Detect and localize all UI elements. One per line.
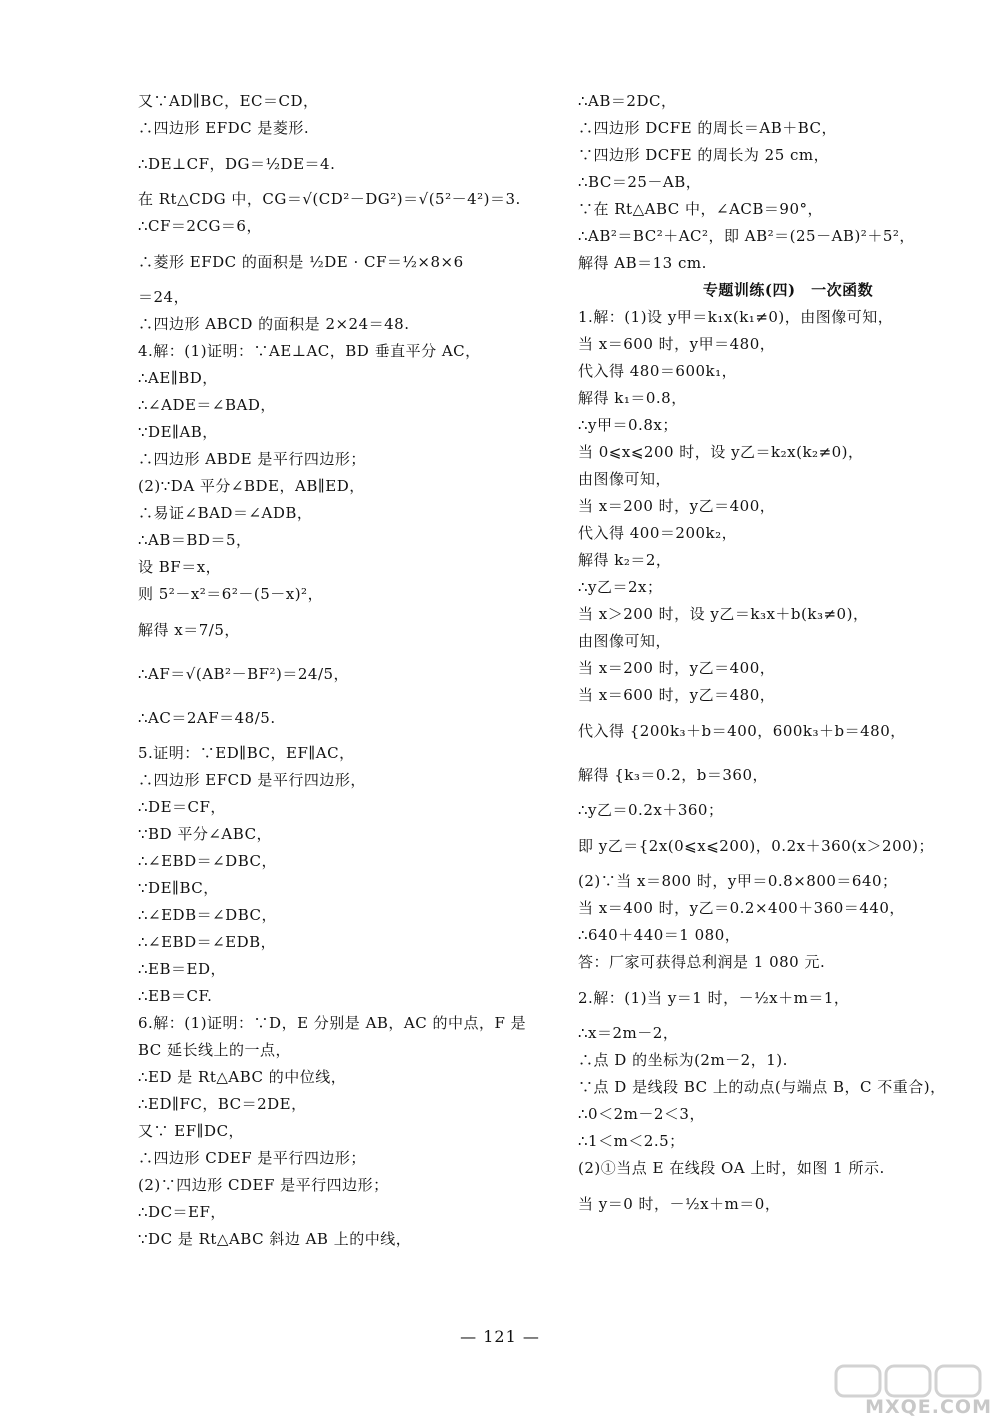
page-number: — 121 — — [460, 1327, 540, 1346]
left-line-4: 在 Rt△CDG 中，CG＝√(CD²－DG²)＝√(5²－4²)＝3. — [138, 190, 521, 208]
right-line-21: 由图像可知， — [578, 632, 672, 650]
right-line-3: ∵四边形 DCFE 的周长为 25 cm， — [578, 146, 830, 164]
left-line-26: ∴∠EBD＝∠DBC， — [138, 852, 277, 870]
right-line-31: 答：厂家可获得总利润是 1 080 元. — [578, 953, 826, 971]
right-line-11: 代入得 480＝600k₁， — [578, 362, 738, 380]
left-line-2: ∴四边形 EFDC 是菱形. — [138, 119, 310, 137]
right-line-6: ∴AB²＝BC²＋AC²，即 AB²＝(25－AB)²＋5²， — [578, 227, 915, 245]
left-column — [138, 88, 548, 1253]
left-line-24: ∴DE＝CF， — [138, 798, 226, 816]
left-line-16: ∴AB＝BD＝5， — [138, 531, 252, 549]
left-line-20: ∴AF＝√(AB²－BF²)＝24/5， — [138, 665, 350, 683]
left-line-33: BC 延长线上的一点， — [138, 1041, 292, 1059]
left-line-27: ∵DE∥BC， — [138, 879, 219, 897]
right-line-13: ∴y甲＝0.8x； — [578, 416, 678, 434]
left-line-32: 6.解：(1)证明：∵D，E 分别是 AB，AC 的中点，F 是 — [138, 1014, 527, 1032]
right-line-22: 当 x＝200 时，y乙＝400， — [578, 659, 776, 677]
right-line-10: 当 x＝600 时，y甲＝480， — [578, 335, 776, 353]
right-line-14: 当 0⩽x⩽200 时，设 y乙＝k₂x(k₂≠0)， — [578, 443, 864, 461]
left-line-30: ∴EB＝ED， — [138, 960, 226, 978]
watermark-text: MXQE.COM — [865, 1396, 992, 1418]
left-line-18: 则 5²－x²＝6²－(5－x)²， — [138, 585, 324, 603]
right-line-32: 2.解：(1)当 y＝1 时，－½x＋m＝1， — [578, 989, 850, 1007]
left-line-5: ∴CF＝2CG＝6， — [138, 217, 262, 235]
right-line-27: 即 y乙＝{2x(0⩽x⩽200)，0.2x＋360(x＞200)； — [578, 837, 935, 855]
right-line-39: 当 y＝0 时，－½x＋m＝0， — [578, 1195, 781, 1213]
left-line-38: (2)∵四边形 CDEF 是平行四边形； — [138, 1176, 389, 1194]
left-line-11: ∴∠ADE＝∠BAD， — [138, 396, 276, 414]
left-line-9: 4.解：(1)证明：∵AE⊥AC，BD 垂直平分 AC， — [138, 342, 481, 360]
right-line-1: ∴AB＝2DC， — [578, 92, 677, 110]
left-line-39: ∴DC＝EF， — [138, 1203, 226, 1221]
watermark-logo — [828, 1362, 998, 1420]
right-line-23: 当 x＝600 时，y乙＝480， — [578, 686, 776, 704]
right-line-15: 由图像可知， — [578, 470, 672, 488]
left-line-13: ∴四边形 ABDE 是平行四边形； — [138, 450, 366, 468]
right-line-2: ∴四边形 DCFE 的周长＝AB＋BC， — [578, 119, 838, 137]
left-line-3: ∴DE⊥CF，DG＝½DE＝4. — [138, 155, 336, 173]
right-line-16: 当 x＝200 时，y乙＝400， — [578, 497, 776, 515]
left-line-14: (2)∵DA 平分∠BDE，AB∥ED， — [138, 477, 365, 495]
right-line-24: 代入得 {200k₃＋b＝400，600k₃＋b＝480， — [578, 722, 906, 740]
right-line-26: ∴y乙＝0.2x＋360； — [578, 801, 724, 819]
left-line-1: 又∵AD∥BC，EC＝CD， — [138, 92, 319, 110]
right-line-38: (2)①当点 E 在线段 OA 上时，如图 1 所示. — [578, 1159, 885, 1177]
left-line-19: 解得 x＝7/5， — [138, 621, 240, 639]
left-line-25: ∵BD 平分∠ABC， — [138, 825, 273, 843]
left-line-28: ∴∠EDB＝∠DBC， — [138, 906, 277, 924]
right-line-4: ∴BC＝25－AB， — [578, 173, 702, 191]
right-line-18: 解得 k₂＝2， — [578, 551, 672, 569]
right-line-17: 代入得 400＝200k₂， — [578, 524, 738, 542]
left-line-21: ∴AC＝2AF＝48/5. — [138, 709, 276, 727]
right-line-9: 1.解：(1)设 y甲＝k₁x(k₁≠0)，由图像可知， — [578, 308, 894, 326]
left-line-12: ∵DE∥AB， — [138, 423, 218, 441]
left-line-35: ∴ED∥FC，BC＝2DE， — [138, 1095, 307, 1113]
right-line-25: 解得 {k₃＝0.2，b＝360， — [578, 766, 769, 784]
right-line-37: ∴1＜m＜2.5； — [578, 1132, 685, 1150]
left-line-17: 设 BF＝x， — [138, 558, 222, 576]
left-line-6: ∴菱形 EFDC 的面积是 ½DE · CF＝½×8×6 — [138, 253, 464, 271]
left-line-22: 5.证明：∵ED∥BC，EF∥AC， — [138, 744, 355, 762]
right-column — [578, 88, 998, 1226]
right-line-36: ∴0＜2m－2＜3， — [578, 1105, 705, 1123]
right-line-7: 解得 AB＝13 cm. — [578, 254, 707, 272]
right-line-30: ∴640＋440＝1 080， — [578, 926, 741, 944]
left-line-8: ∴四边形 ABCD 的面积是 2×24＝48. — [138, 315, 410, 333]
right-line-19: ∴y乙＝2x； — [578, 578, 663, 596]
right-line-28: (2)∵当 x＝800 时，y甲＝0.8×800＝640； — [578, 872, 898, 890]
left-line-34: ∴ED 是 Rt△ABC 的中位线， — [138, 1068, 347, 1086]
right-line-33: ∴x＝2m－2， — [578, 1024, 679, 1042]
left-line-29: ∴∠EBD＝∠EDB， — [138, 933, 277, 951]
right-line-35: ∵点 D 是线段 BC 上的动点(与端点 B，C 不重合)， — [578, 1078, 946, 1096]
section-heading: 专题训练(四) 一次函数 — [702, 281, 874, 299]
right-line-29: 当 x＝400 时，y乙＝0.2×400＋360＝440， — [578, 899, 905, 917]
left-line-40: ∵DC 是 Rt△ABC 斜边 AB 上的中线， — [138, 1230, 412, 1248]
left-line-37: ∴四边形 CDEF 是平行四边形； — [138, 1149, 366, 1167]
left-line-31: ∴EB＝CF. — [138, 987, 213, 1005]
right-line-12: 解得 k₁＝0.8， — [578, 389, 687, 407]
left-line-7: ＝24， — [138, 288, 190, 306]
right-line-20: 当 x＞200 时，设 y乙＝k₃x＋b(k₃≠0)， — [578, 605, 869, 623]
right-line-5: ∵在 Rt△ABC 中，∠ACB＝90°， — [578, 200, 823, 218]
left-line-23: ∴四边形 EFCD 是平行四边形， — [138, 771, 366, 789]
left-line-36: 又∵ EF∥DC， — [138, 1122, 245, 1140]
right-line-34: ∴点 D 的坐标为(2m－2，1). — [578, 1051, 788, 1069]
left-line-15: ∴易证∠BAD＝∠ADB， — [138, 504, 313, 522]
left-line-10: ∴AE∥BD， — [138, 369, 218, 387]
